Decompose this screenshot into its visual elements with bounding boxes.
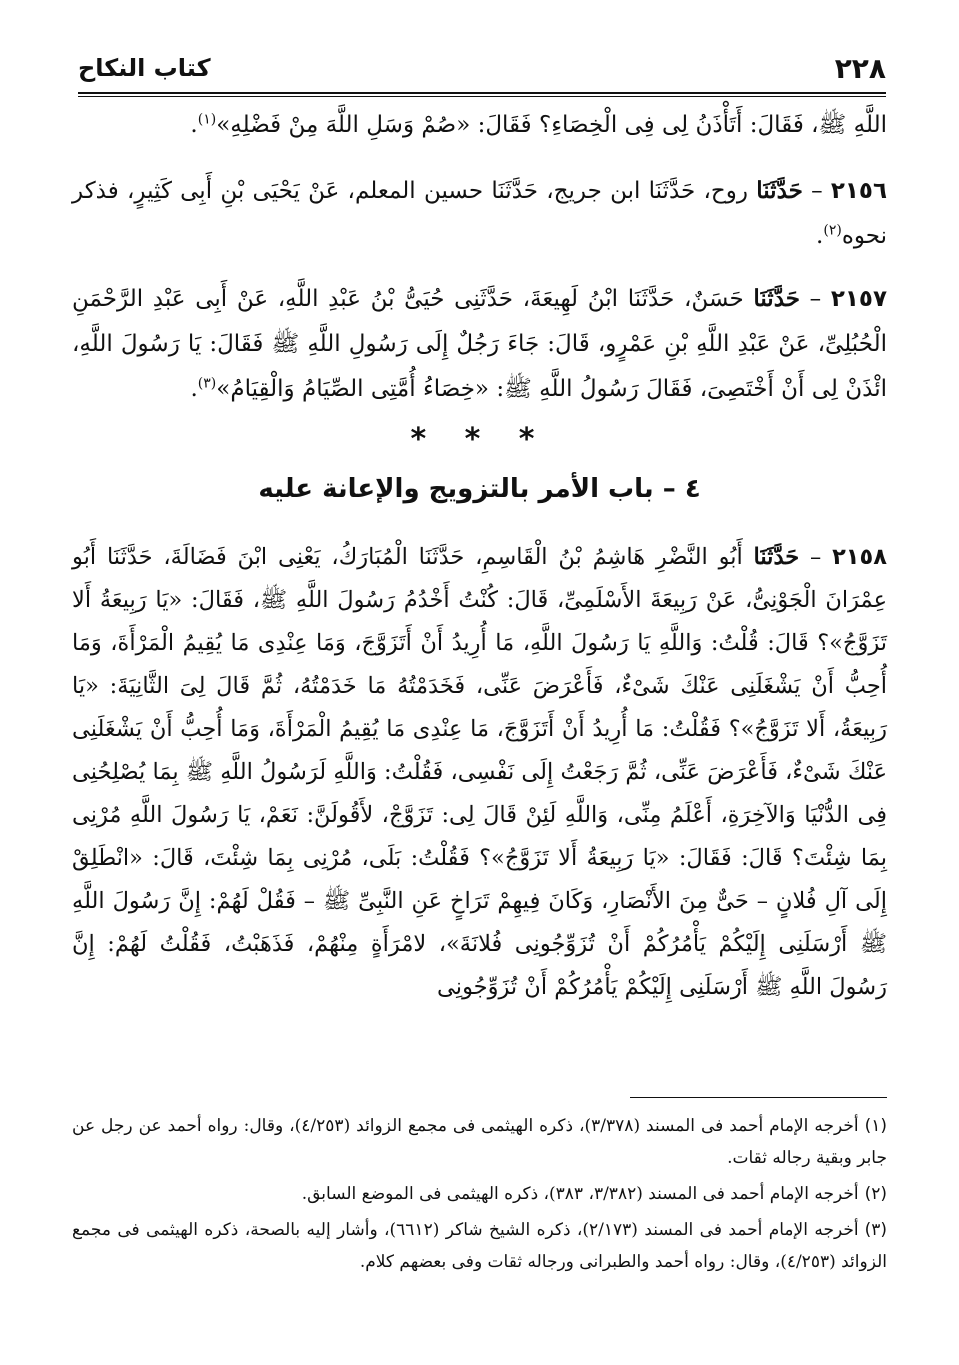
hadith-2156 — [72, 168, 887, 259]
hadith-text: روح، حَدَّثَنَا ابن جريج، حَدَّثَنَا حسين المعلم، عَنْ يَحْيَى بْنِ أَبِى كَثِيرٍ، فذكر نحوه — [72, 178, 887, 249]
book-title: كتاب النكاح — [78, 54, 211, 82]
hadith-text: حَسَنٌ، حَدَّثَنَا ابْنُ لَهِيعَةَ، حَدَّثَنِى حُيَىُّ بْنُ عَبْدِ اللَّهِ، عَنْ أَبِى عَبْدِ الرَّحْمَنِ الْحُبُلِىِّ، عَنْ عَبْدِ اللَّهِ بْنِ عَمْرٍو، قَالَ: جَاءَ رَجُلٌ إِلَى رَسُولِ اللَّهِ ﷺ فَقَالَ: يَا رَسُولَ اللَّهِ، ائْذَنْ لِى أَنْ أَخْتَصِىَ، فَقَالَ رَسُولُ اللَّهِ ﷺ: «خِصَاءُ أُمَّتِى الصِّيَامُ وَالْقِيَامُ» — [72, 286, 887, 402]
footnote-text: أخرجه الإمام أحمد فى المسند (٣/٣٧٨)، ذكره الهيثمى فى مجمع الزوائد (٤/٢٥٣)، وقال: رواه أحمد عن رجل عن جابر وبقية رجاله ثقات. — [72, 1116, 887, 1168]
page-number: ٢٢٨ — [834, 52, 886, 85]
footnote-1 — [72, 1110, 887, 1174]
footnote-number: (١) — [864, 1116, 887, 1136]
paragraph-text: اللَّهِ ﷺ، فَقَالَ: أَتَأْذَنُ لِى فِى الْخِصَاءِ؟ فَقَالَ: «صُمْ وَسَلِ اللَّهَ مِنْ فَضْلِهِ» — [216, 112, 887, 138]
hadith-dash: – — [800, 286, 831, 312]
paragraph-continuation — [72, 103, 887, 148]
footnotes — [72, 1110, 887, 1282]
paragraph-end: . — [190, 376, 198, 402]
hadith-number: ٢١٥٨ — [832, 544, 887, 570]
paragraph-end: . — [190, 112, 198, 138]
footnote-number: (٣) — [864, 1220, 887, 1240]
hadith-number: ٢١٥٦ — [830, 178, 887, 204]
header-divider — [78, 92, 886, 94]
hadith-text: أَبُو النَّضْرِ هَاشِمُ بْنُ الْقَاسِمِ، حَدَّثَنَا الْمُبَارَكُ، يَعْنِى ابْنَ فَضَالَةَ، حَدَّثَنَا أَبُو عِمْرَانَ الْجَوْنِىُّ، عَنْ رَبِيعَةَ الأَسْلَمِىِّ، قَالَ: كُنْتُ أَخْدُمُ رَسُولَ اللَّهِ ﷺ، فَقَالَ: «يَا رَبِيعَةُ أَلا تَزَوَّجُ»؟ قَالَ: قُلْتُ: وَاللَّهِ يَا رَسُولَ اللَّهِ، مَا أُرِيدُ أَنْ أَتَزَوَّجَ، وَمَا عِنْدِى مَا يُقِيمُ الْمَرْأَةَ، وَمَا أُحِبُّ أَنْ يَشْغَلَنِى عَنْكَ شَىْءٌ، فَأَعْرَضَ عَنِّى، فَخَدَمْتُهُ مَا خَدَمْتُهُ، ثُمَّ قَالَ لِىَ الثَّانِيَةَ: «يَا رَبِيعَةُ، أَلا تَزَوَّجُ»؟ فَقُلْتُ: مَا أُرِيدُ أَنْ أَتَزَوَّجَ، مَا عِنْدِى مَا يُقِيمُ الْمَرْأَةَ، وَمَا أُحِبُّ أَنْ يَشْغَلَنِى عَنْكَ شَىْءٌ، فَأَعْرَضَ عَنِّى، ثُمَّ رَجَعْتُ إِلَى نَفْسِى، فَقُلْتُ: وَاللَّهِ لَرَسُولُ اللَّهِ ﷺ بِمَا يُصْلِحُنِى فِى الدُّنْيَا وَالآخِرَةِ، أَعْلَمُ مِنِّى، وَاللَّهِ لَئِنْ قَالَ لِى: تَزَوَّجْ، لأَقُولَنَّ: نَعَمْ، يَا رَسُولَ اللَّهِ مُرْنِى بِمَا شِئْتَ؟ قَالَ: فَقَالَ: «يَا رَبِيعَةُ أَلا تَزَوَّجُ»؟ فَقُلْتُ: بَلَى، مُرْنِى بِمَا شِئْتَ، قَالَ: «انْطَلِقْ إِلَى آلِ فُلانٍ – حَىٌّ مِنَ الأَنْصَارِ، وَكَانَ فِيهِمْ تَرَاخٍ عَنِ النَّبِىِّ ﷺ – فَقُلْ لَهُمْ: إِنَّ رَسُولَ اللَّهِ ﷺ أَرْسَلَنِى إِلَيْكُمْ يَأْمُرُكُمْ أَنْ تُزَوِّجُونِى فُلانَةَ»، لامْرَأَةٍ مِنْهُمْ، فَذَهَبْتُ، فَقُلْتُ لَهُمْ: إِنَّ رَسُولَ اللَّهِ ﷺ أَرْسَلَنِى إِلَيْكُمْ يَأْمُرُكُمْ أَنْ تُزَوِّجُونِى — [72, 544, 887, 1000]
hadith-2157 — [72, 276, 887, 412]
footnote-divider — [630, 1097, 887, 1098]
footnote-reference: (٣) — [197, 375, 217, 392]
footnote-2 — [72, 1178, 887, 1210]
footnote-reference: (٢) — [823, 222, 842, 239]
hadith-dash: – — [799, 544, 833, 570]
hadith-2158 — [72, 536, 887, 1009]
footnote-text: أخرجه الإمام أحمد فى المسند (٣/٣٨٢، ٣٨٣)، ذكره الهيثمى فى الموضع السابق. — [301, 1184, 859, 1204]
chapter-heading: ٤ – باب الأمر بالتزويج والإعانة عليه — [258, 474, 701, 504]
page-header — [78, 52, 886, 92]
hadith-number: ٢١٥٧ — [830, 286, 888, 312]
footnote-text: أخرجه الإمام أحمد فى المسند (٢/١٧٣)، ذكره الشيخ شاكر (٦٦١٢)، وأشار إليه بالصحة، ذكره الهيثمى فى مجمع الزوائد (٤/٢٥٣)، وقال: رواه أحمد والطبرانى ورجاله ثقات وفى بعضهم كلام. — [72, 1220, 887, 1272]
narration-opener: حَدَّثَنَا — [756, 177, 803, 204]
narration-opener: حَدَّثَنَا — [753, 285, 800, 312]
hadith-dash: – — [802, 178, 831, 204]
narration-opener: حَدَّثَنَا — [753, 544, 800, 570]
section-separator-stars: * * * — [410, 422, 549, 457]
header-divider-thin — [78, 96, 886, 97]
paragraph-end: . — [816, 223, 824, 249]
footnote-reference: (١) — [197, 111, 217, 128]
footnote-number: (٢) — [864, 1184, 887, 1204]
footnote-3 — [72, 1214, 887, 1278]
